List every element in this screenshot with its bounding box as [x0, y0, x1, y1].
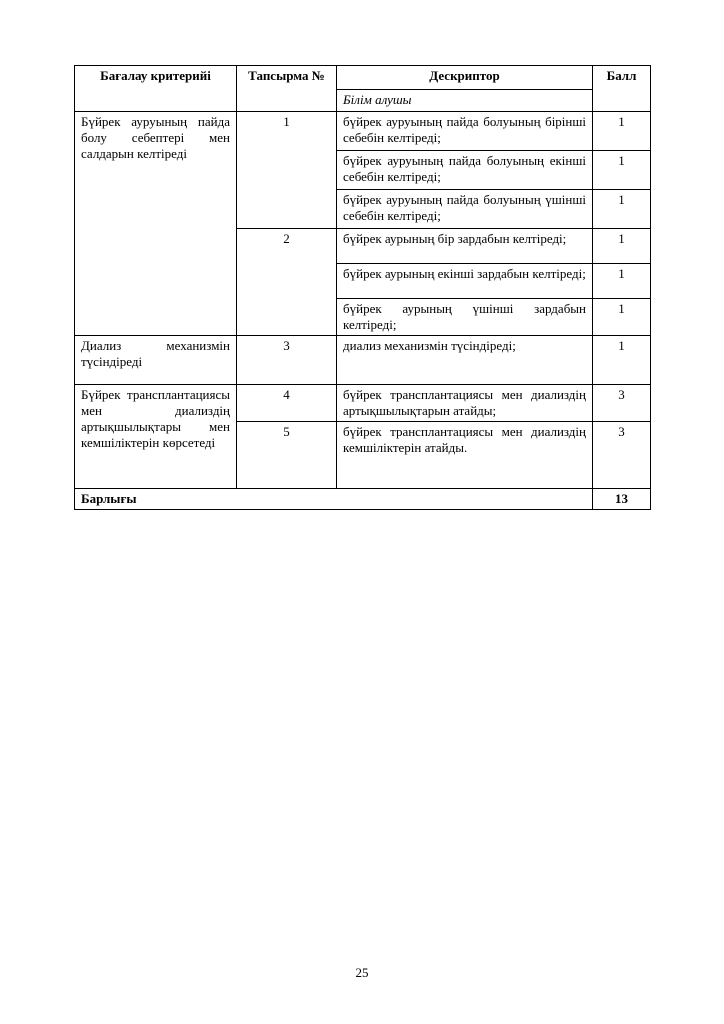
- header-row: [75, 66, 651, 90]
- criterion-cell: Диализ механизмін түсіндіреді: [75, 336, 237, 385]
- task-number: 1: [237, 112, 337, 229]
- score-cell: 1: [593, 336, 651, 385]
- page-number: 25: [355, 965, 369, 980]
- table-row: [75, 336, 651, 385]
- table-row: [75, 385, 651, 422]
- descriptor-cell: бүйрек ауруының пайда болуының бірінші себебін келтіреді;: [337, 112, 593, 151]
- score-cell: 3: [593, 422, 651, 489]
- header-score: Балл: [593, 66, 651, 112]
- descriptor-cell: бүйрек ауруының пайда болуының екінші себебін келтіреді;: [337, 151, 593, 190]
- task-number: 5: [237, 422, 337, 489]
- descriptor-cell: диализ механизмін түсіндіреді;: [337, 336, 593, 385]
- score-cell: 3: [593, 385, 651, 422]
- score-cell: 1: [593, 112, 651, 151]
- task-number: 3: [237, 336, 337, 385]
- descriptor-cell: бүйрек аурының екінші зардабын келтіреді;: [337, 264, 593, 299]
- header-task: Тапсырма №: [237, 66, 337, 112]
- criterion-cell: Бүйрек трансплантациясы мен диализдің артықшылықтары мен кемшіліктерін көрсетеді: [75, 385, 237, 489]
- header-learner: Білім алушы: [337, 90, 593, 112]
- task-number: 4: [237, 385, 337, 422]
- score-cell: 1: [593, 151, 651, 190]
- descriptor-cell: бүйрек трансплантациясы мен диализдің артықшылықтарын атайды;: [337, 385, 593, 422]
- total-label: Барлығы: [75, 489, 593, 510]
- score-cell: 1: [593, 264, 651, 299]
- criterion-cell: Бүйрек ауруының пайда болу себептері мен салдарын келтіреді: [75, 112, 237, 336]
- score-cell: 1: [593, 229, 651, 264]
- descriptor-cell: бүйрек ауруының пайда болуының үшінші себебін келтіреді;: [337, 190, 593, 229]
- header-criterion: Бағалау критерийі: [75, 66, 237, 112]
- score-cell: 1: [593, 190, 651, 229]
- table-row: [75, 112, 651, 151]
- header-descriptor: Дескриптор: [337, 66, 593, 90]
- total-row: [75, 489, 651, 510]
- score-cell: 1: [593, 299, 651, 336]
- task-number: 2: [237, 229, 337, 336]
- descriptor-cell: бүйрек аурының үшінші зардабын келтіреді;: [337, 299, 593, 336]
- descriptor-cell: бүйрек аурының бір зардабын келтіреді;: [337, 229, 593, 264]
- assessment-table: [74, 65, 651, 510]
- descriptor-cell: бүйрек трансплантациясы мен диализдің кемшіліктерін атайды.: [337, 422, 593, 489]
- total-score: 13: [593, 489, 651, 510]
